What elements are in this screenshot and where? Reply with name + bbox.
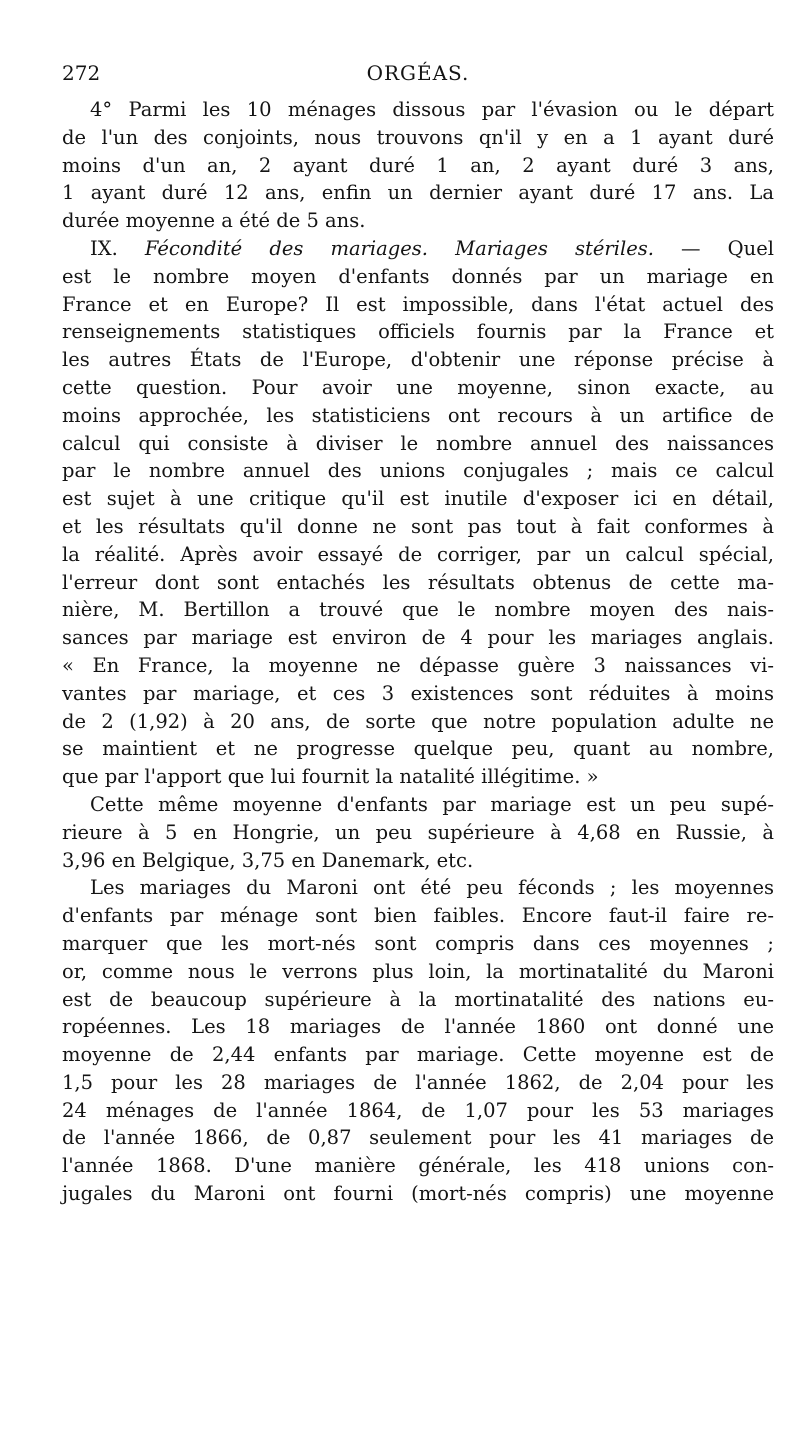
page-number: 272	[62, 61, 101, 85]
text-line: renseignements statistiques officiels fournis par la France et	[62, 320, 774, 344]
text-line: est sujet à une critique qu'il est inutile d'exposer ici en détail,	[62, 487, 774, 511]
text-line: et les résultats qu'il donne ne sont pas tout à fait conformes à	[62, 514, 774, 538]
text-line: 1,5 pour les 28 mariages de l'année 1862, de 2,04 pour les	[62, 1070, 774, 1094]
text-line: sances par mariage est environ de 4 pour les mariages anglais.	[62, 626, 774, 650]
text-line: moins d'un an, 2 ayant duré 1 an, 2 ayant duré 3 ans,	[62, 153, 774, 177]
text-line: l'erreur dont sont entachés les résultats obtenus de cette ma-	[62, 570, 774, 594]
text-line: l'année 1868. D'une manière générale, les 418 unions con-	[62, 1154, 774, 1178]
text-line: jugales du Maroni ont fourni (mort-nés compris) une moyenne	[62, 1182, 774, 1206]
text-line: d'enfants par ménage sont bien faibles. Encore faut-il faire re-	[62, 904, 774, 928]
text-line: 4° Parmi les 10 ménages dissous par l'évasion ou le départ	[90, 98, 774, 121]
text-line: se maintient et ne progresse quelque peu, quant au nombre,	[62, 737, 774, 761]
text-line: 1 ayant duré 12 ans, enfin un dernier ayant duré 17 ans. La	[62, 181, 774, 205]
text-line: 3,96 en Belgique, 3,75 en Danemark, etc.	[62, 848, 474, 872]
text-line: moins approchée, les statisticiens ont recours à un artifice de	[62, 403, 774, 427]
text-line: que par l'apport que lui fournit la natalité illégitime. »	[62, 765, 599, 789]
text-line: marquer que les mort-nés sont compris dans ces moyennes ;	[62, 931, 774, 955]
text-line	[62, 235, 774, 263]
text-line: France et en Europe? Il est impossible, dans l'état actuel des	[62, 292, 774, 316]
text-line: moyenne de 2,44 enfants par mariage. Cette moyenne est de	[62, 1043, 774, 1067]
text-line: rieure à 5 en Hongrie, un peu supérieure à 4,68 en Russie, à	[62, 820, 774, 844]
text-line: cette question. Pour avoir une moyenne, sinon exacte, au	[62, 375, 774, 399]
text-line: durée moyenne a été de 5 ans.	[62, 209, 366, 233]
text-line: 24 ménages de l'année 1864, de 1,07 pour les 53 mariages	[62, 1098, 774, 1122]
text-line: les autres États de l'Europe, d'obtenir une réponse précise à	[62, 348, 774, 372]
text-line: Cette même moyenne d'enfants par mariage est un peu supé-	[90, 792, 774, 816]
text-line: la réalité. Après avoir essayé de corriger, par un calcul spécial,	[62, 542, 774, 566]
running-head: ORGÉAS.	[366, 61, 470, 85]
text-line: de l'année 1866, de 0,87 seulement pour les 41 mariages de	[62, 1126, 774, 1150]
text-line: par le nombre annuel des unions conjugales ; mais ce calcul	[62, 459, 774, 483]
text-line: de 2 (1,92) à 20 ans, de sorte que notre population adulte ne	[62, 709, 774, 733]
text-line: « En France, la moyenne ne dépasse guère 3 naissances vi-	[62, 653, 774, 677]
text-line: nière, M. Bertillon a trouvé que le nombre moyen des nais-	[62, 598, 774, 622]
text-line: or, comme nous le verrons plus loin, la mortinatalité du Maroni	[62, 959, 774, 983]
text-line: de l'un des conjoints, nous trouvons qn'il y en a 1 ayant duré	[62, 125, 774, 149]
text-line: est de beaucoup supérieure à la mortinatalité des nations eu-	[62, 987, 774, 1011]
section-title: Fécondité des mariages. Mariages stériles.	[144, 236, 654, 260]
body-text	[62, 96, 774, 1208]
text-line: Les mariages du Maroni ont été peu féconds ; les moyennes	[90, 876, 774, 900]
text-line: ropéennes. Les 18 mariages de l'année 1860 ont donné une	[62, 1015, 774, 1039]
text-line: vantes par mariage, et ces 3 existences sont réduites à moins	[62, 681, 774, 705]
text-segment: — Quel	[653, 236, 774, 260]
text-line: calcul qui consiste à diviser le nombre annuel des naissances	[62, 431, 774, 455]
page-header	[62, 56, 774, 90]
text-segment: IX.	[90, 236, 145, 260]
text-line: est le nombre moyen d'enfants donnés par un mariage en	[62, 264, 774, 288]
